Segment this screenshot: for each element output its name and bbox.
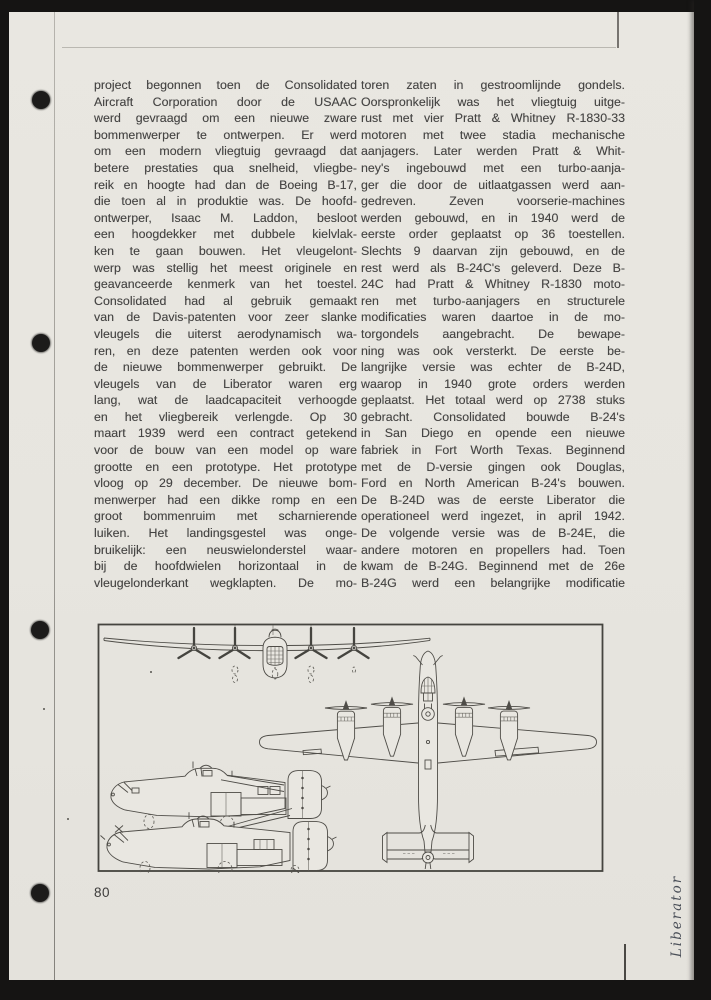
text-line: met de D-versie gingen ook Douglas, [361,459,625,474]
front-view-drawing [104,625,430,683]
underlying-page-bottom-edge [624,944,626,980]
text-line: rust met vier Pratt & Whitney R-1830-33 [361,111,625,126]
text-line: voor de bouw van een model op ware [94,443,357,458]
text-line: die toen al in produktie was. De hoofd- [94,194,357,209]
text-line: 24C had Pratt & Whitney R-1830 moto- [361,277,625,292]
underlying-page-top-edge [62,47,616,48]
scan-border-bottom [0,980,711,1000]
underlying-page-corner-line [617,12,619,48]
text-line: operationeel werd ingezet, in april 1942. [361,509,625,524]
text-line: groot bommenruim met scharnierende [94,509,357,524]
text-line: Consolidated had al gebruik gemaakt [94,293,357,308]
text-line: ren met turbo-aanjagers en structurele [361,293,625,308]
text-line: bommenwerper te ontwerpen. Er werd [94,127,357,142]
text-line: Slechts 9 daarvan zijn gebouwd, en de [361,243,625,258]
text-line: een hoogdekker met dubbele kielvlak- [94,227,357,242]
hole-punch [32,91,50,109]
text-line: luiken. Het landingsgestel was onge- [94,526,357,541]
scan-border-left [0,0,9,1000]
text-line: ger die door de uitlaatgassen werd aan- [361,177,625,192]
text-line: ontwerper, Isaac M. Laddon, besloot [94,210,357,225]
text-line: aanjagers. Later werden Pratt & Whit- [361,144,625,159]
scan-border-top [0,0,711,12]
text-line: gedreven. Zeven voorserie-machines [361,194,625,209]
text-line: kwam de B-24G. Beginnend met de 26e [361,559,625,574]
text-line: rest werd als B-24C's geleverd. Deze B- [361,260,625,275]
text-line: eerste order geplaatst op 36 toestellen. [361,227,625,242]
text-line: ning was ook versterkt. De eerste be- [361,343,625,358]
text-line: project begonnen toen de Consolidated [94,78,357,92]
text-line: in San Diego en opende een nieuwe [361,426,625,441]
text-line: vleugelonderkant wegklapten. De mo- [94,575,357,590]
text-line: van de Davis-patenten voor zeer slanke [94,310,357,325]
text-line: torgondels aangebracht. De bewape- [361,326,625,341]
text-line: gebracht. Consolidated bouwde B-24's [361,409,625,424]
text-line: toren zaten in gestroomlijnde gondels. [361,78,625,92]
text-line: Ford en North American B-24's bouwen. [361,476,625,491]
text-line: vloog op 29 december. De nieuwe bom- [94,476,357,491]
text-line: werd gevraagd om een nieuwe zware [94,111,357,126]
b24-three-view-svg [97,622,604,873]
text-line: B-24G werd een belangrijke modificatie [361,575,625,590]
text-line: motoren met twee stadia mechanische [361,127,625,142]
hole-punch [32,334,50,352]
text-line: de nieuwe bommenwerper gebruikt. De [94,360,357,375]
text-line: modificaties waren daartoe in de mo- [361,310,625,325]
text-column-left [94,77,357,591]
hole-punch [31,621,49,639]
text-line: maart 1939 werd een contract getekend [94,426,357,441]
text-line: menwerper had een dikke romp en een [94,492,357,507]
text-line: waarop in 1940 grote orders werden [361,376,625,391]
text-line: om een modern vliegtuig gevraagd dat [94,144,357,159]
text-line: bij de hoofdwielen horizontaal in de [94,559,357,574]
text-line: reik en hoogte had dan de Boeing B-17, [94,177,357,192]
text-line: ken te gaan bouwen. Het vleugelont- [94,243,357,258]
text-line: bruikelijk: een neuswielonderstel waar- [94,542,357,557]
text-line: en het vliegbereik verlengde. Op 30 [94,409,357,424]
text-line: andere motoren en propellers had. Toen [361,542,625,557]
page-edge-line [54,12,55,980]
text-line: ren, en deze patenten werden ook voor [94,343,357,358]
text-line: geplaatst. Het totaal werd op 2738 stuks [361,393,625,408]
text-line: De B-24D was de eerste Liberator die [361,492,625,507]
text-line: fabriek in Fort Worth Texas. Beginnend [361,443,625,458]
text-line: vleugels die uiterst aerodynamisch wa- [94,326,357,341]
scan-speck [43,708,45,710]
text-line: De volgende versie was de B-24E, die [361,526,625,541]
scan-speck [67,818,69,820]
text-line: lang, wat de laadcapaciteit verhoogde [94,393,357,408]
text-line: langrijke versie was echter de B-24D, [361,360,625,375]
text-line: werden gebouwd, en in 1940 werd de [361,210,625,225]
text-line: betere prestaties qua snelheid, vliegbe- [94,160,357,175]
text-line: vleugels van de Liberator waren erg [94,376,357,391]
text-column-right [361,77,625,591]
hole-punch [31,884,49,902]
text-line: Oorspronkelijk was het vliegtuig uitge- [361,94,625,109]
text-line: werp was stellig het meest originele en [94,260,357,275]
aircraft-three-view-figure [97,622,604,873]
scan-border-right [694,0,711,1000]
page-number: 80 [94,885,111,900]
text-line: Aircraft Corporation door de USAAC [94,94,357,109]
handwritten-margin-note: Liberator [669,874,685,958]
text-line: geavanceerde kenmerk van het toestel. [94,277,357,292]
text-line: ney's ingebouwd met een turbo-aanja- [361,160,625,175]
text-line: grootte en een prototype. Het prototype [94,459,357,474]
